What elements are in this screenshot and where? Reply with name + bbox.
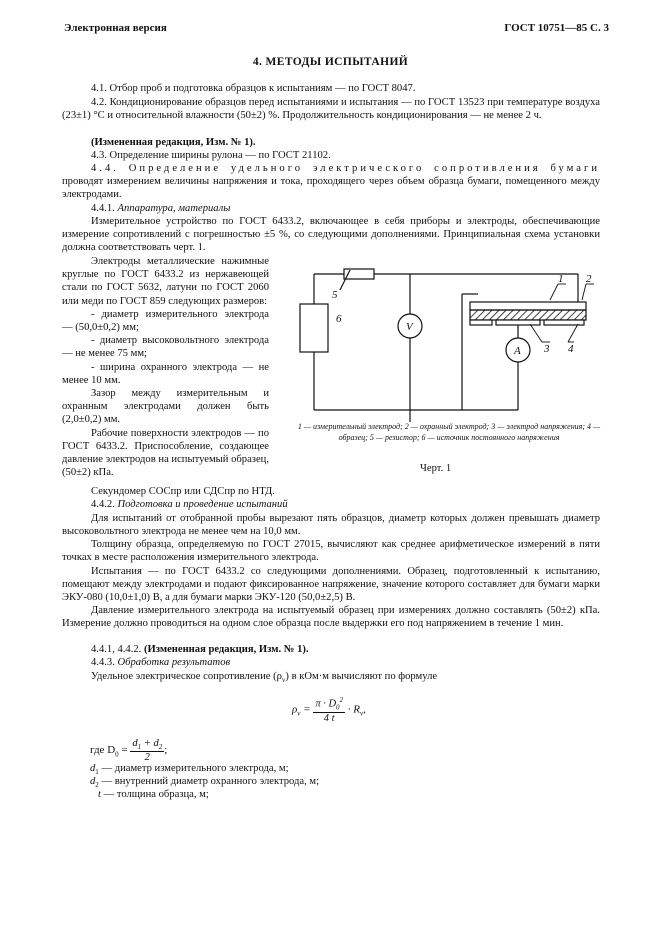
header-right: ГОСТ 10751—85 С. 3 — [504, 22, 609, 34]
definition-d1-sub: 1 — [95, 768, 99, 777]
definition-t-text: — толщина образца, м; — [100, 789, 209, 800]
formula-r: R — [353, 703, 361, 716]
voltage-electrode — [470, 302, 586, 310]
paragraph-4-4-3-number: 4.4.3. — [91, 657, 115, 668]
resistivity-text-a: Удельное электрическое сопротивление (ρ — [91, 671, 282, 682]
paragraph-4-4-2-number: 4.4.2. — [91, 499, 115, 510]
circuit-diagram — [292, 262, 604, 422]
paragraph-4-1: 4.1. Отбор проб и подготовка образцов к испытаниям — по ГОСТ 8047. — [91, 83, 416, 94]
paragraph-note-2-text: (Измененная редакция, Изм. № 1). — [143, 644, 309, 655]
paragraph-thickness: Толщину образца, определяемую по ГОСТ 27015, вычисляют как среднее арифметическое измерений в пяти точках в месте расположения измерительного электрода. — [62, 539, 600, 564]
label-5: 5 — [332, 289, 338, 301]
paragraph-4-3: 4.3. Определение ширины рулона — по ГОСТ 21102. — [91, 150, 331, 161]
definition-t-symbol: t — [98, 789, 101, 800]
paragraph-4-2: 4.2. Кондиционирование образцов перед испытаниями и испытания — по ГОСТ 13523 при температуре воздуха (23±1) °С и относительной влажности (50±2) %. Продолжительность кондиционирования — не менее 2 ч. — [62, 97, 600, 122]
sample-layer — [470, 310, 586, 320]
definition-d1-text: — диаметр измерительного электрода, м; — [98, 763, 289, 774]
where-num-a: d — [132, 738, 138, 749]
paragraph-note-2-number: 4.4.1, 4.4.2. — [91, 644, 142, 655]
paragraph-pressure: Давление измерительного электрода на испытуемый образец при измерениях должно составлять (50±2) кПа. Измерение должно проводиться на одном слое образца после выдержки его под напряжением в течение 1 мин. — [62, 605, 600, 630]
paragraph-samples: Для испытаний от отобранной пробы вырезают пять образцов, диаметр которых должен превышать диаметр высоковольтного электрода не менее чем на 10,0 мм. — [62, 513, 600, 538]
where-prefix-sub: 0 — [115, 750, 119, 759]
figure-caption: 1 — измерительный электрод; 2 — охранный электрод; 3 — электрод напряжения; 4 — образец; 5 — резистор; 6 — источник постоянного напряжения — [297, 422, 601, 442]
paragraph-4-4-2 — [62, 498, 600, 511]
formula-lhs-sub: v — [297, 709, 301, 718]
voltage-source-symbol — [300, 304, 328, 352]
where-tail: ; — [164, 744, 168, 757]
where-num-plus: + d — [141, 738, 159, 749]
voltmeter-label: V — [406, 321, 413, 333]
where-numerator — [130, 738, 164, 752]
formula-denominator: 4 t — [323, 712, 335, 724]
formula-equals: = — [303, 703, 311, 716]
paragraph-4-4-1-number: 4.4.1. — [91, 203, 115, 214]
electrode-text-3: - диаметр высоковольтного электрода — не менее 75 мм; — [62, 335, 269, 360]
paragraph-4-4-1-title: Аппаратура, материалы — [117, 203, 231, 214]
definition-d2-sub: 2 — [95, 781, 99, 790]
label-1: 1 — [558, 273, 564, 285]
label-3: 3 — [544, 343, 550, 355]
resistivity-text-b: ) в кОм·м вычисляют по формуле — [285, 671, 438, 682]
paragraph-4-4-spaced: 4.4. Определение удельного электрического сопротивления бумаги — [91, 163, 600, 174]
where-num-b-sub: 2 — [158, 743, 163, 752]
formula-r-sub: v — [360, 709, 364, 718]
paragraph-note-2 — [62, 643, 600, 656]
resistivity-formula — [292, 696, 366, 724]
d0-formula — [90, 738, 167, 763]
header-left: Электронная версия — [64, 22, 167, 34]
electrode-column — [62, 255, 269, 479]
formula-fraction — [313, 696, 345, 724]
paragraph-4-4-1 — [62, 202, 600, 215]
formula-tail: , — [363, 703, 366, 716]
paragraph-4-4-3 — [62, 656, 600, 669]
paragraph-4-2-note: (Измененная редакция, Изм. № 1). — [91, 137, 256, 148]
label-6: 6 — [336, 313, 342, 325]
definition-d2-symbol: d — [90, 776, 96, 787]
paragraph-tests: Испытания — по ГОСТ 6433.2 со следующими дополнениями. Образец, подготовленный к испытанию, помещают между электродами и подают фиксированное напряжение, значение которого составляет для бумаги марки ЭКУ-080 (10,0±1,0) В, а для бумаги марки ЭКУ-120 (50,0±2,5) В. — [62, 566, 600, 604]
formula-lhs: ρ — [292, 703, 298, 716]
electrode-text-5: Зазор между измерительным и охранным электродами должен быть (2,0±0,2) мм. — [62, 388, 269, 426]
paragraph-4-4-3-title: Обработка результатов — [117, 657, 231, 668]
resistivity-sub: v — [281, 676, 286, 685]
paragraph-4-4-2-title: Подготовка и проведение испытаний — [117, 499, 288, 510]
electrode-text-1: Электроды металлические нажимные круглые по ГОСТ 6433.2 из нержавеющей стали по ГОСТ 5632, латуни по ГОСТ 2060 или меди по ГОСТ 859 следующих размеров: — [62, 256, 269, 307]
where-denominator: 2 — [144, 752, 150, 764]
label-4: 4 — [568, 343, 574, 355]
formula-multiply: · — [347, 703, 351, 716]
definition-d1-symbol: d — [90, 763, 96, 774]
figure-label: Черт. 1 — [420, 463, 452, 474]
label-2: 2 — [586, 273, 592, 285]
paragraph-4-4 — [62, 162, 600, 202]
formula-num-sub: 0 — [336, 703, 340, 712]
guard-electrode-left — [470, 320, 492, 325]
where-equals: = — [121, 744, 128, 757]
definition-d2-text: — внутренний диаметр охранного электрода, м; — [98, 776, 320, 787]
ammeter-label: A — [514, 345, 521, 357]
electrode-text-2: - диаметр измерительного электрода — (50,0±0,2) мм; — [62, 308, 269, 334]
paragraph-device: Измерительное устройство по ГОСТ 6433.2, включающее в себя приборы и электроды, обеспечивающие измерение сопротивлений с погрешностью ±5 %, со следующими дополнениями. Принципиальная схема установки должна соответствовать черт. 1. — [62, 216, 600, 254]
measuring-electrode — [496, 320, 540, 325]
where-fraction — [130, 738, 164, 763]
section-title: 4. МЕТОДЫ ИСПЫТАНИЙ — [252, 56, 409, 68]
electrode-text-4: - ширина охранного электрода — не менее 10 мм. — [62, 361, 269, 386]
formula-num-a: π · D — [315, 698, 337, 710]
paragraph-stopwatch: Секундомер СОСпр или СДСпр по НТД. — [91, 486, 275, 497]
where-num-a-sub: 1 — [137, 743, 142, 752]
where-prefix: где D — [90, 744, 116, 757]
formula-numerator — [313, 696, 345, 713]
paragraph-4-4-rest: проводят измерением величины напряжения и тока, проходящего через объем образца бумаги, помещенного между электродами. — [62, 176, 600, 201]
definition-t — [98, 788, 209, 801]
formula-num-sup: 2 — [339, 696, 344, 704]
paragraph-resistivity — [62, 670, 600, 687]
electrode-text-6: Рабочие поверхности электродов — по ГОСТ 6433.2. Приспособление, создающее давление электродов на испытуемый образец, (50±2) кПа. — [62, 427, 269, 479]
